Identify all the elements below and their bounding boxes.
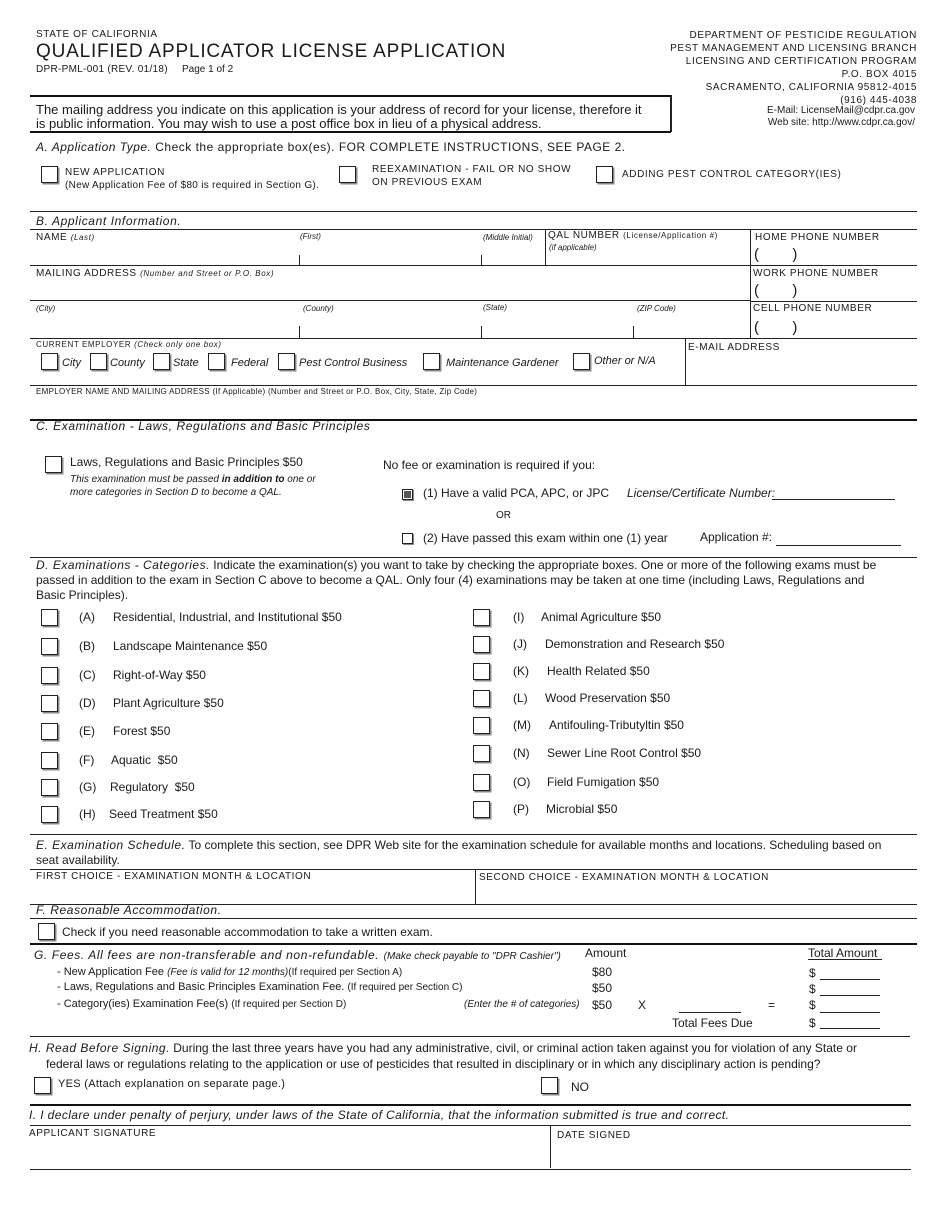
section-e-line: seat availability.	[36, 853, 120, 867]
disciplinary-yes-checkbox[interactable]	[34, 1077, 51, 1094]
fee-row-note: (If required per Section D)	[231, 999, 347, 1010]
category-label: Forest $50	[113, 724, 171, 738]
laws-note-part: one or	[284, 474, 316, 485]
section-e-heading	[36, 838, 881, 852]
notice-line: The mailing address you indicate on this application is your address of record for your license, therefore it	[36, 102, 642, 117]
category-i-checkbox[interactable]	[473, 609, 490, 626]
rule	[475, 869, 476, 905]
current-employer-sub: (Check only one box)	[134, 340, 222, 349]
employer-option-label: Other or N/A	[594, 355, 656, 367]
no-fee-label: No fee or examination is required if you:	[383, 458, 596, 472]
dept-line: (916) 445-4038	[840, 95, 917, 106]
employer-option-label: State	[173, 357, 199, 369]
section-g-label: G. Fees. All fees are non-transferable and non-refundable.	[34, 948, 380, 962]
rule	[750, 301, 917, 302]
reexamination-label: ON PREVIOUS EXAM	[372, 177, 483, 188]
notice-right-border	[670, 95, 672, 132]
section-c-heading: C. Examination - Laws, Regulations and Basic Principles	[36, 419, 371, 433]
email-address-input[interactable]	[690, 360, 915, 382]
enter-categories-note: (Enter the # of categories)	[464, 999, 580, 1010]
qal-number-label	[548, 230, 718, 241]
name-first-input[interactable]	[302, 245, 478, 263]
section-g-note: (Make check payable to "DPR Cashier")	[383, 951, 561, 962]
total-line	[820, 979, 880, 980]
fee-row-note: (If required per Section C)	[347, 982, 463, 993]
dept-line: P.O. BOX 4015	[841, 69, 917, 80]
home-phone-parens: ( )	[754, 246, 798, 263]
category-c-checkbox[interactable]	[41, 667, 58, 684]
home-phone-input[interactable]	[796, 248, 914, 264]
name-first-label: (First)	[300, 232, 321, 241]
laws-note-part: This examination must be passed	[70, 474, 222, 485]
rule	[550, 1126, 551, 1168]
rule	[30, 869, 917, 870]
laws-note-line: more categories in Section D to become a QAL.	[70, 487, 282, 498]
accommodation-checkbox[interactable]	[38, 923, 55, 940]
second-choice-input[interactable]	[479, 884, 914, 902]
license-cert-number-input[interactable]	[772, 484, 895, 499]
license-cert-number-label: License/Certificate Number:	[627, 486, 776, 500]
form-title: QUALIFIED APPLICATOR LICENSE APPLICATION	[36, 41, 507, 62]
rule	[30, 385, 917, 386]
application-number-line	[776, 545, 901, 546]
category-o-checkbox[interactable]	[473, 774, 490, 791]
employer-name-address-input[interactable]	[36, 399, 914, 417]
tick	[633, 326, 634, 338]
category-code: (N)	[513, 746, 530, 760]
dept-line: DEPARTMENT OF PESTICIDE REGULATION	[689, 30, 917, 41]
category-e-checkbox[interactable]	[41, 723, 58, 740]
cell-phone-label: CELL PHONE NUMBER	[753, 303, 873, 314]
employer-name-label: EMPLOYER NAME AND MAILING ADDRESS (If Applicable) (Number and Street or P.O. Box, City, State, Zip Code)	[36, 387, 478, 396]
county-label: (County)	[303, 304, 334, 313]
license-cert-number-line	[772, 499, 895, 500]
section-i-top-rule	[30, 1104, 911, 1106]
tick	[299, 326, 300, 338]
name-middle-input[interactable]	[484, 245, 542, 263]
fee-row-text: - New Application Fee	[57, 966, 168, 978]
adding-category-checkbox[interactable]	[596, 166, 613, 183]
total-line	[820, 1012, 880, 1013]
section-h-label: H. Read Before Signing.	[29, 1041, 170, 1055]
fee-row-note: (If required per Section A)	[288, 967, 403, 978]
category-m-checkbox[interactable]	[473, 717, 490, 734]
category-label: Regulatory $50	[110, 780, 195, 794]
category-n-checkbox[interactable]	[473, 745, 490, 762]
category-label: Wood Preservation $50	[545, 691, 671, 705]
fee-row-laws	[57, 981, 463, 993]
section-d-heading	[36, 558, 876, 572]
rule	[30, 229, 917, 230]
employer-federal-checkbox[interactable]	[208, 353, 225, 370]
form-id: DPR-PML-001 (REV. 01/18)	[36, 64, 168, 75]
applicant-signature-label: APPLICANT SIGNATURE	[29, 1128, 157, 1139]
category-code: (B)	[79, 639, 95, 653]
name-label	[36, 232, 95, 243]
name-last-label: (Last)	[70, 233, 95, 242]
date-signed-label: DATE SIGNED	[557, 1130, 631, 1141]
tick	[299, 255, 300, 265]
second-choice-label: SECOND CHOICE - EXAMINATION MONTH & LOCATION	[479, 872, 769, 883]
section-a-heading	[36, 140, 626, 154]
category-code: (L)	[513, 691, 528, 705]
category-fee-total-input[interactable]	[820, 997, 880, 1011]
passed-exam-checkbox[interactable]	[402, 533, 413, 544]
category-label: Field Fumigation $50	[547, 775, 660, 789]
category-label: Microbial $50	[546, 802, 618, 816]
mailing-address-sub: (Number and Street or P.O. Box)	[140, 269, 275, 278]
category-code: (C)	[79, 668, 96, 682]
category-label: Antifouling-Tributyltin $50	[549, 718, 684, 732]
dollar-sign: $	[809, 966, 816, 980]
section-g-top-rule	[30, 943, 917, 945]
category-count-line	[679, 1012, 741, 1013]
valid-license-checkbox[interactable]	[402, 489, 413, 500]
section-b-top-rule	[30, 211, 917, 212]
rule	[30, 918, 917, 919]
category-code: (A)	[79, 610, 95, 624]
employer-county-checkbox[interactable]	[90, 353, 107, 370]
fee-row-new-application	[57, 966, 402, 978]
employer-maintenance-gardener-checkbox[interactable]	[423, 353, 440, 370]
rule	[30, 300, 750, 301]
city-input[interactable]	[36, 316, 296, 334]
section-d-label: D. Examinations - Categories.	[36, 558, 210, 572]
multiply-sign: X	[638, 998, 647, 1012]
new-application-label: NEW APPLICATION	[65, 167, 165, 178]
rule	[30, 265, 917, 266]
category-count-input[interactable]	[679, 997, 741, 1011]
work-phone-input[interactable]	[796, 284, 914, 300]
email-address-label: E-MAIL ADDRESS	[688, 342, 780, 353]
fee-amount: $80	[592, 965, 613, 979]
category-code: (J)	[513, 637, 527, 651]
notice-top-border	[30, 95, 670, 97]
category-p-checkbox[interactable]	[473, 801, 490, 818]
employer-option-label: Maintenance Gardener	[446, 357, 559, 369]
work-phone-parens: ( )	[754, 282, 798, 299]
category-k-checkbox[interactable]	[473, 663, 490, 680]
category-a-checkbox[interactable]	[41, 609, 58, 626]
total-amount-underline	[808, 959, 882, 960]
category-label: Plant Agriculture $50	[113, 696, 224, 710]
category-code: (G)	[79, 780, 97, 794]
or-label: OR	[496, 510, 511, 521]
section-e-label: E. Examination Schedule.	[36, 838, 186, 852]
dollar-sign: $	[809, 1016, 816, 1030]
category-code: (M)	[513, 718, 531, 732]
current-employer-label	[36, 340, 222, 349]
fee-row-category	[57, 998, 346, 1010]
category-f-checkbox[interactable]	[41, 752, 58, 769]
passed-exam-label: (2) Have passed this exam within one (1) year	[423, 531, 668, 545]
section-e-instructions: To complete this section, see DPR Web site for the examination schedule for available months and locations. Scheduling based on	[185, 838, 882, 852]
fee-row-text: - Laws, Regulations and Basic Principles Examination Fee.	[57, 981, 345, 993]
valid-license-label: (1) Have a valid PCA, APC, or JPC	[423, 486, 610, 500]
tick	[481, 255, 482, 265]
category-code: (P)	[513, 802, 529, 816]
dept-line: PEST MANAGEMENT AND LICENSING BRANCH	[670, 43, 917, 54]
new-application-note: (New Application Fee of $80 is required in Section G).	[65, 180, 320, 191]
new-application-total-input[interactable]	[820, 965, 880, 979]
rule	[30, 338, 917, 339]
fee-row-note: (Fee is valid for 12 months)	[167, 967, 289, 978]
total-line	[820, 1028, 880, 1029]
total-line	[820, 995, 880, 996]
category-code: (F)	[79, 753, 95, 767]
category-label: Animal Agriculture $50	[541, 610, 662, 624]
state-label: STATE OF CALIFORNIA	[36, 29, 158, 40]
dept-website-link[interactable]: Web site: http://www.cdpr.ca.gov/	[767, 117, 915, 128]
category-label: Sewer Line Root Control $50	[547, 746, 702, 760]
employer-city-checkbox[interactable]	[41, 353, 58, 370]
declaration-text: I. I declare under penalty of perjury, under laws of the State of California, that the information submitted is true and correct.	[29, 1108, 730, 1122]
category-code: (K)	[513, 664, 529, 678]
rule	[750, 229, 751, 338]
reexamination-label: REEXAMINATION - FAIL OR NO SHOW	[372, 164, 572, 175]
category-label: Aquatic $50	[111, 753, 178, 767]
new-application-checkbox[interactable]	[41, 166, 58, 183]
mailing-address-label	[36, 268, 274, 279]
laws-note-line	[70, 474, 316, 485]
name-last-input[interactable]	[36, 245, 296, 263]
notice-bottom-border	[30, 131, 671, 133]
application-number-label: Application #:	[700, 530, 773, 544]
zip-input[interactable]	[637, 316, 747, 334]
dollar-sign: $	[809, 998, 816, 1012]
section-f-heading: F. Reasonable Accommodation.	[36, 903, 222, 917]
total-fees-due-label: Total Fees Due	[672, 1016, 753, 1030]
rule	[30, 1125, 911, 1126]
tick	[481, 326, 482, 338]
category-label: Right-of-Way $50	[113, 668, 206, 682]
section-h-top-rule	[30, 1036, 910, 1037]
name-label-text: NAME	[36, 232, 68, 243]
name-middle-label: (Middle Initial)	[483, 233, 533, 242]
employer-other-checkbox[interactable]	[573, 353, 590, 370]
dollar-sign: $	[809, 982, 816, 996]
category-label: Demonstration and Research $50	[545, 637, 725, 651]
category-code: (D)	[79, 696, 96, 710]
category-code: (H)	[79, 807, 96, 821]
mailing-address-text: MAILING ADDRESS	[36, 268, 137, 279]
qal-number-label-text: QAL NUMBER	[548, 230, 620, 241]
employer-pest-control-checkbox[interactable]	[278, 353, 295, 370]
employer-state-checkbox[interactable]	[153, 353, 170, 370]
amount-header: Amount	[585, 946, 627, 960]
application-number-input[interactable]	[776, 530, 901, 545]
disciplinary-yes-label: YES (Attach explanation on separate page.)	[58, 1078, 286, 1090]
category-g-checkbox[interactable]	[41, 779, 58, 796]
category-code: (O)	[513, 775, 531, 789]
section-h-line: federal laws or regulations relating to the application or use of pesticides that resulted in disciplinary or in which any disciplinary action is pending?	[46, 1057, 821, 1071]
first-choice-input[interactable]	[36, 884, 471, 902]
section-h-heading	[29, 1041, 857, 1055]
home-phone-label: HOME PHONE NUMBER	[755, 232, 880, 243]
applicant-signature-field[interactable]	[32, 1142, 544, 1166]
disciplinary-no-checkbox[interactable]	[541, 1077, 558, 1094]
category-label: Health Related $50	[547, 664, 650, 678]
total-fees-due-input[interactable]	[820, 1014, 880, 1028]
qal-if-applicable: (if applicable)	[549, 243, 597, 252]
work-phone-label: WORK PHONE NUMBER	[753, 268, 879, 279]
fee-amount: $50	[592, 981, 613, 995]
category-label: Landscape Maintenance $50	[113, 639, 268, 653]
rule	[30, 1169, 911, 1170]
qal-number-input[interactable]	[612, 247, 746, 263]
disciplinary-no-label: NO	[571, 1080, 589, 1094]
section-d-line: Basic Principles).	[36, 588, 129, 602]
reexamination-checkbox[interactable]	[339, 166, 356, 183]
dept-line: LICENSING AND CERTIFICATION PROGRAM	[685, 56, 917, 67]
category-h-checkbox[interactable]	[41, 806, 58, 823]
section-h-question: During the last three years have you had any administrative, civil, or criminal action taken against you for violation of any State or	[169, 1041, 857, 1055]
category-d-checkbox[interactable]	[41, 695, 58, 712]
mailing-address-input[interactable]	[36, 281, 746, 299]
category-code: (E)	[79, 724, 95, 738]
state-input[interactable]	[484, 316, 630, 334]
section-a-instructions: Check the appropriate box(es). FOR COMPLETE INSTRUCTIONS, SEE PAGE 2.	[155, 140, 626, 154]
first-choice-label: FIRST CHOICE - EXAMINATION MONTH & LOCATION	[36, 871, 312, 882]
dept-email-link[interactable]: E-Mail: LicenseMail@cdpr.ca.gov	[767, 105, 915, 116]
zip-label: (ZIP Code)	[637, 304, 676, 313]
employer-option-label: Pest Control Business	[299, 357, 408, 369]
employer-option-label: County	[110, 357, 145, 369]
current-employer-text: CURRENT EMPLOYER	[36, 340, 132, 349]
laws-exam-total-input[interactable]	[820, 981, 880, 995]
county-input[interactable]	[303, 316, 478, 334]
page-number: Page 1 of 2	[182, 64, 234, 75]
laws-regulations-label: Laws, Regulations and Basic Principles $50	[70, 455, 303, 469]
laws-regulations-checkbox[interactable]	[45, 456, 62, 473]
section-d-line: passed in addition to the exam in Section C above to become a QAL. Only four (4) examinations may be taken at one time (including Laws, Regulations and	[36, 573, 865, 587]
cell-phone-parens: ( )	[754, 319, 798, 336]
dept-line: SACRAMENTO, CALIFORNIA 95812-4015	[705, 82, 917, 93]
section-e-top-rule	[30, 834, 917, 835]
category-code: (I)	[513, 610, 525, 624]
date-signed-input[interactable]	[557, 1144, 907, 1166]
employer-option-label: Federal	[231, 357, 269, 369]
adding-category-label: ADDING PEST CONTROL CATEGORY(IES)	[622, 169, 842, 180]
category-l-checkbox[interactable]	[473, 690, 490, 707]
notice-line: is public information. You may wish to use a post office box in lieu of a physical address.	[36, 116, 542, 131]
accommodation-label: Check if you need reasonable accommodation to take a written exam.	[62, 925, 433, 939]
department-block	[670, 29, 917, 107]
section-a-label: A. Application Type.	[36, 140, 152, 154]
category-j-checkbox[interactable]	[473, 636, 490, 653]
section-b-heading: B. Applicant Information.	[36, 214, 182, 228]
laws-note-emphasis: in addition to	[221, 474, 285, 485]
rule	[685, 338, 686, 386]
section-d-instructions: Indicate the examination(s) you want to take by checking the appropriate boxes. One or more of the following exams must be	[209, 558, 877, 572]
rule	[545, 229, 546, 266]
city-label: (City)	[36, 304, 56, 313]
fee-row-text: - Category(ies) Examination Fee(s)	[57, 998, 229, 1010]
category-b-checkbox[interactable]	[41, 638, 58, 655]
equals-sign: =	[768, 998, 776, 1012]
section-g-heading	[34, 946, 561, 964]
state-field-label: (State)	[483, 303, 508, 312]
total-amount-header: Total Amount	[808, 946, 878, 960]
category-label: Residential, Industrial, and Institutional $50	[113, 610, 342, 624]
category-label: Seed Treatment $50	[109, 807, 218, 821]
employer-option-label: City	[62, 357, 81, 369]
qal-number-sub: (License/Application #)	[623, 231, 718, 240]
cell-phone-input[interactable]	[796, 321, 914, 337]
fee-amount: $50	[592, 998, 613, 1012]
